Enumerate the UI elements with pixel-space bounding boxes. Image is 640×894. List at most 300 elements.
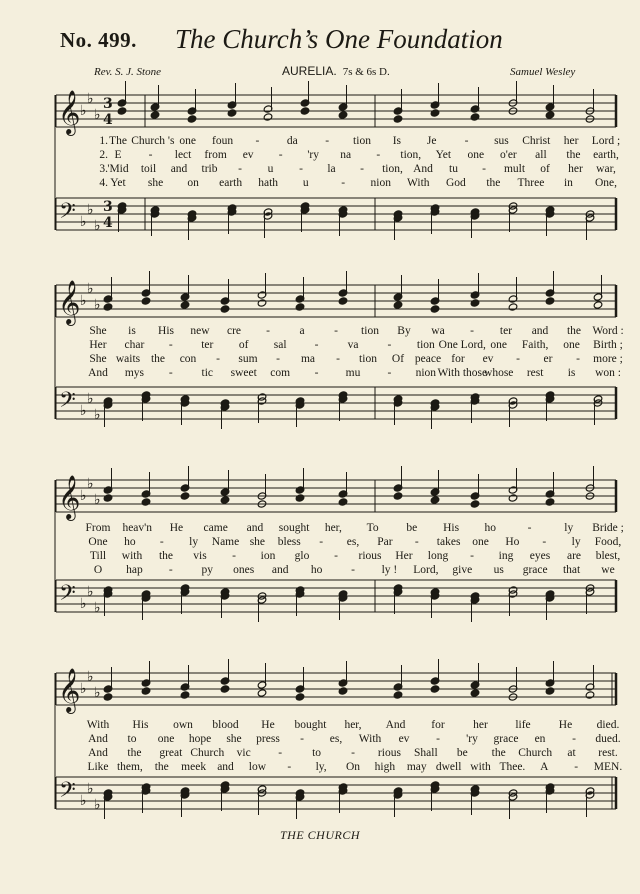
lyric-syllable: - xyxy=(319,536,324,548)
note-head xyxy=(430,109,440,117)
lyric-syllable: wa xyxy=(431,325,445,337)
note-head xyxy=(150,111,160,119)
note-head xyxy=(545,498,555,506)
note-head xyxy=(508,303,518,311)
lyric-syllable: MEN. xyxy=(593,761,623,773)
lyric-syllable: Of xyxy=(391,353,405,365)
note-head xyxy=(295,494,305,502)
note-head xyxy=(585,691,595,699)
note-head xyxy=(141,687,151,695)
lyric-syllable: heav'n xyxy=(122,522,152,534)
lyric-syllable: ly xyxy=(564,522,574,534)
lyric-syllable: blood xyxy=(212,719,239,731)
composer-credit: Samuel Wesley xyxy=(510,66,576,78)
note-head xyxy=(430,496,440,504)
lyric-syllable: One xyxy=(88,536,108,548)
lyric-syllable: - xyxy=(470,325,474,337)
flat-icon: ♭ xyxy=(94,107,101,123)
lyric-syllable: Church 's xyxy=(131,135,175,147)
bass-clef-icon: 𝄢 xyxy=(59,778,76,808)
lyric-syllable: her xyxy=(563,135,579,147)
lyric-syllable: - xyxy=(341,177,346,189)
lyric-syllable: com xyxy=(270,367,291,379)
lyric-syllable: them, xyxy=(116,761,143,773)
note-head xyxy=(180,301,190,309)
flat-icon: ♭ xyxy=(87,391,94,407)
flat-icon: ♭ xyxy=(87,476,94,492)
lyric-syllable: His xyxy=(132,719,149,731)
lyric-syllable: with xyxy=(470,761,491,773)
lyric-syllable: glo xyxy=(294,550,310,562)
lyric-syllable: - xyxy=(387,367,392,379)
lyric-syllable: Word : xyxy=(592,325,624,337)
lyric-syllable: u xyxy=(302,177,309,189)
lyric-syllable: - xyxy=(266,325,270,337)
lyric-syllable: A xyxy=(540,761,549,773)
flat-icon: ♭ xyxy=(94,492,101,508)
lyric-syllable: ly xyxy=(189,536,199,548)
lyric-syllable: - xyxy=(168,339,173,351)
flat-icon: ♭ xyxy=(94,218,101,234)
lyric-syllable: tion xyxy=(359,353,377,365)
lyric-syllable: va xyxy=(347,339,359,351)
flat-icon: ♭ xyxy=(94,797,101,813)
note-head xyxy=(393,691,403,699)
lyric-syllable: takes xyxy=(436,536,461,548)
lyric-syllable: own xyxy=(173,719,193,731)
lyric-syllable: God xyxy=(445,177,466,189)
lyric-syllable: Shall xyxy=(414,747,438,759)
lyric-syllable: meek xyxy=(181,761,207,773)
note-head xyxy=(141,297,151,305)
lyric-syllable: - xyxy=(216,353,220,365)
verse-number: 4. xyxy=(99,177,108,189)
lyric-syllable: tion xyxy=(416,339,435,351)
lyric-syllable: ly ! xyxy=(381,564,398,576)
lyric-syllable: - xyxy=(516,353,520,365)
lyric-syllable: char xyxy=(124,339,145,351)
lyric-syllable: tion xyxy=(361,325,379,337)
note-head xyxy=(227,109,237,117)
lyric-syllable: By xyxy=(397,325,411,337)
lyric-syllable: To xyxy=(366,522,379,534)
lyric-syllable: from xyxy=(204,149,227,161)
lyric-syllable: Lord ; xyxy=(591,135,621,147)
lyric-syllable: Lord, xyxy=(413,564,439,576)
note-head xyxy=(103,693,113,701)
note-head xyxy=(593,301,603,309)
note-head xyxy=(430,305,440,313)
lyric-syllable: ev xyxy=(242,149,254,161)
lyric-syllable: blest, xyxy=(595,550,621,562)
lyric-syllable: whose xyxy=(484,367,514,379)
lyric-syllable: to xyxy=(312,747,322,759)
lyric-syllable: ing xyxy=(498,550,514,562)
lyric-syllable: Yet xyxy=(110,177,126,189)
lyric-syllable: died. xyxy=(596,719,620,731)
lyric-syllable: con xyxy=(179,353,197,365)
lyric-syllable: u xyxy=(267,163,274,175)
lyric-syllable: the xyxy=(491,747,506,759)
time-sig-bottom: 4 xyxy=(103,112,113,128)
lyric-syllable: for xyxy=(451,353,465,365)
lyric-syllable: - xyxy=(314,367,319,379)
lyric-syllable: en xyxy=(534,733,546,745)
lyric-syllable: may xyxy=(406,761,427,773)
lyric-syllable: With those xyxy=(437,367,488,379)
flat-icon: ♭ xyxy=(80,403,87,419)
time-sig-top: 3 xyxy=(103,96,113,112)
lyric-syllable: eyes xyxy=(529,550,551,562)
tune-meter: 7s & 6s D. xyxy=(342,66,390,78)
flat-icon: ♭ xyxy=(87,91,94,107)
lyric-syllable: hope xyxy=(188,733,212,745)
lyric-syllable: Is xyxy=(392,135,401,147)
lyric-syllable: na xyxy=(340,149,352,161)
lyric-syllable: Thee. xyxy=(499,761,526,773)
tune-name: AURELIA. xyxy=(282,64,337,78)
flat-icon: ♭ xyxy=(80,596,87,612)
lyric-syllable: on xyxy=(187,177,199,189)
flat-icon: ♭ xyxy=(94,600,101,616)
author-credit: Rev. S. J. Stone xyxy=(94,66,161,78)
note-head xyxy=(338,498,348,506)
lyric-syllable: - xyxy=(232,550,236,562)
lyric-syllable: Yet xyxy=(435,149,452,161)
lyric-syllable: On xyxy=(345,761,361,773)
note-head xyxy=(545,687,555,695)
treble-clef-icon: 𝄞 xyxy=(58,475,81,519)
lyric-syllable: the xyxy=(566,325,582,337)
flat-icon: ♭ xyxy=(80,293,87,309)
lyric-syllable: bought xyxy=(294,719,327,731)
lyric-syllable: that xyxy=(562,564,581,576)
note-head xyxy=(470,500,480,508)
treble-clef-icon: 𝄞 xyxy=(58,90,81,134)
lyric-syllable: And xyxy=(88,367,108,379)
lyric-syllable: - xyxy=(168,564,173,576)
note-head xyxy=(430,685,440,693)
note-head xyxy=(393,115,403,123)
lyric-syllable: ev xyxy=(398,733,410,745)
lyric-syllable: - xyxy=(148,149,153,161)
lyric-syllable: la xyxy=(327,163,336,175)
flat-icon: ♭ xyxy=(80,681,87,697)
lyric-syllable: more ; xyxy=(593,353,623,365)
lyric-syllable: tu xyxy=(449,163,458,175)
lyric-syllable: of xyxy=(540,163,550,175)
lyric-syllable: at xyxy=(567,747,576,759)
lyric-syllable: press xyxy=(256,733,280,745)
lyric-syllable: lect xyxy=(174,149,192,161)
lyric-syllable: - xyxy=(300,733,304,745)
lyric-syllable: vis xyxy=(193,550,207,562)
lyric-syllable: Par xyxy=(377,536,393,548)
lyric-syllable: With xyxy=(407,177,430,189)
note-head xyxy=(257,299,267,307)
lyric-syllable: and xyxy=(531,325,549,337)
lyric-syllable: er xyxy=(543,353,553,365)
lyric-syllable: nion xyxy=(415,367,437,379)
lyric-syllable: rest. xyxy=(598,747,618,759)
lyric-syllable: She xyxy=(89,353,107,365)
lyric-syllable: - xyxy=(334,325,338,337)
lyric-syllable: The xyxy=(109,135,127,147)
lyric-syllable: ter xyxy=(201,339,214,351)
lyric-syllable: dwell xyxy=(435,761,462,773)
lyric-syllable: sal xyxy=(273,339,287,351)
lyric-syllable: one xyxy=(467,149,485,161)
lyric-syllable: - xyxy=(336,353,340,365)
lyric-syllable: and xyxy=(271,564,289,576)
lyric-syllable: tion, xyxy=(400,149,422,161)
lyric-syllable: tion xyxy=(353,135,371,147)
lyric-syllable: a xyxy=(299,325,305,337)
flat-icon: ♭ xyxy=(80,214,87,230)
lyric-syllable: in xyxy=(563,177,573,189)
lyric-syllable: o'er xyxy=(500,149,517,161)
lyric-syllable: hap xyxy=(126,564,143,576)
lyric-syllable: Church xyxy=(518,747,553,759)
lyric-syllable: Birth ; xyxy=(593,339,623,351)
lyric-syllable: cre xyxy=(226,325,242,337)
lyric-syllable: waits xyxy=(115,353,141,365)
lyric-syllable: all xyxy=(535,149,547,161)
note-head xyxy=(338,297,348,305)
lyric-syllable: - xyxy=(276,353,280,365)
lyric-syllable: the xyxy=(127,747,142,759)
lyric-syllable: ly, xyxy=(315,761,327,773)
lyric-syllable: 'ry xyxy=(307,149,320,161)
lyric-syllable: life xyxy=(515,719,531,731)
lyric-syllable: - xyxy=(464,135,469,147)
lyric-syllable: Three xyxy=(517,177,545,189)
lyric-syllable: - xyxy=(414,536,419,548)
lyric-syllable: new xyxy=(190,325,210,337)
flat-icon: ♭ xyxy=(94,297,101,313)
lyric-syllable: He xyxy=(169,522,184,534)
lyric-syllable: war, xyxy=(596,163,616,175)
verse-number: 1. xyxy=(99,135,108,147)
lyric-syllable: - xyxy=(168,367,173,379)
lyric-syllable: And xyxy=(88,733,108,745)
lyric-syllable: one xyxy=(157,733,175,745)
lyric-syllable: give xyxy=(452,564,473,576)
lyric-syllable: be xyxy=(456,747,468,759)
time-sig-bottom: 4 xyxy=(103,215,113,231)
lyric-syllable: earth, xyxy=(593,149,619,161)
lyric-syllable: da xyxy=(286,135,298,147)
lyric-syllable: rious xyxy=(377,747,401,759)
flat-icon: ♭ xyxy=(87,781,94,797)
lyric-syllable: - xyxy=(572,733,576,745)
flat-icon: ♭ xyxy=(94,407,101,423)
lyric-syllable: - xyxy=(278,149,283,161)
bass-clef-icon: 𝄢 xyxy=(59,388,76,418)
note-head xyxy=(508,494,518,502)
lyric-syllable: with xyxy=(121,550,143,562)
lyric-syllable: sus xyxy=(494,135,509,147)
lyric-syllable: long xyxy=(427,550,449,562)
note-head xyxy=(470,689,480,697)
lyric-syllable: - xyxy=(299,163,303,175)
lyric-syllable: O xyxy=(93,564,103,576)
note-head xyxy=(393,301,403,309)
note-head xyxy=(220,496,230,504)
lyric-syllable: her, xyxy=(344,719,362,731)
note-head xyxy=(180,691,190,699)
lyric-syllable: rest xyxy=(526,367,544,379)
lyric-syllable: ion xyxy=(260,550,276,562)
lyric-syllable: Bride ; xyxy=(592,522,624,534)
note-head xyxy=(295,693,305,701)
lyric-syllable: one xyxy=(179,135,197,147)
treble-clef-icon: 𝄞 xyxy=(58,668,81,712)
lyric-syllable: E xyxy=(114,149,122,161)
lyric-syllable: we xyxy=(601,564,615,576)
note-head xyxy=(545,111,555,119)
note-head xyxy=(470,113,480,121)
note-head xyxy=(257,689,267,697)
lyric-syllable: - xyxy=(576,353,580,365)
lyric-syllable: From xyxy=(85,522,111,534)
lyric-syllable: With xyxy=(86,719,110,731)
flat-icon: ♭ xyxy=(80,488,87,504)
lyric-syllable: one xyxy=(490,339,508,351)
lyric-syllable: Her xyxy=(395,550,413,562)
lyric-syllable: of xyxy=(238,339,249,351)
lyric-syllable: He xyxy=(558,719,573,731)
lyric-syllable: she xyxy=(226,733,242,745)
lyric-syllable: the xyxy=(486,177,501,189)
note-head xyxy=(338,687,348,695)
lyric-syllable: sum xyxy=(238,353,258,365)
note-head xyxy=(141,498,151,506)
lyric-syllable: Christ xyxy=(522,135,551,147)
lyric-syllable: and xyxy=(170,163,188,175)
bass-clef-icon: 𝄢 xyxy=(59,581,76,611)
flat-icon: ♭ xyxy=(80,793,87,809)
lyric-syllable: His xyxy=(443,522,460,534)
lyric-syllable: nion xyxy=(370,177,391,189)
note-head xyxy=(470,299,480,307)
lyric-syllable: - xyxy=(360,163,364,175)
lyric-syllable: tion, xyxy=(382,163,403,175)
lyric-syllable: the xyxy=(566,149,581,161)
lyric-syllable: ho xyxy=(484,522,497,534)
bass-clef-icon: 𝄢 xyxy=(59,199,76,229)
note-head xyxy=(180,492,190,500)
lyric-syllable: great xyxy=(159,747,183,759)
lyric-syllable: mult xyxy=(503,163,526,175)
verse-number: 3. xyxy=(99,163,108,175)
lyric-syllable: came xyxy=(203,522,228,534)
lyric-syllable: es, xyxy=(346,536,360,548)
lyric-syllable: 'Mid xyxy=(107,163,129,175)
lyric-syllable: He xyxy=(261,719,275,731)
lyric-syllable: - xyxy=(278,747,283,759)
lyric-syllable: tic xyxy=(201,367,214,379)
lyric-syllable: - xyxy=(159,536,164,548)
lyric-syllable: be xyxy=(406,522,418,534)
lyric-syllable: and xyxy=(246,522,264,534)
hymn-number: No. 499. xyxy=(60,28,137,52)
lyric-syllable: - xyxy=(482,163,486,175)
lyric-syllable: And xyxy=(88,747,108,759)
lyric-syllable: Her xyxy=(89,339,107,351)
lyric-syllable: - xyxy=(542,536,547,548)
footer-caption: THE CHURCH xyxy=(279,828,360,842)
lyric-syllable: - xyxy=(351,747,355,759)
note-head xyxy=(295,303,305,311)
lyric-syllable: mu xyxy=(345,367,361,379)
flat-icon: ♭ xyxy=(94,685,101,701)
lyric-syllable: Till xyxy=(89,550,107,562)
lyric-syllable: Like xyxy=(87,761,109,773)
lyric-syllable: - xyxy=(470,550,474,562)
lyric-syllable: her xyxy=(568,163,583,175)
verse-number: 2. xyxy=(99,149,108,161)
note-head xyxy=(338,111,348,119)
lyric-syllable: ly xyxy=(571,536,581,548)
lyric-syllable: - xyxy=(238,163,242,175)
lyric-syllable: - xyxy=(436,733,440,745)
lyric-syllable: is xyxy=(567,367,576,379)
lyric-syllable: And xyxy=(385,719,406,731)
lyric-syllable: ter xyxy=(499,325,513,337)
lyric-syllable: earth xyxy=(219,177,243,189)
lyric-syllable: - xyxy=(574,761,579,773)
lyric-syllable: One Lord, xyxy=(438,339,486,351)
lyric-syllable: - xyxy=(351,564,355,576)
lyric-syllable: - xyxy=(314,339,319,351)
lyric-syllable: - xyxy=(376,149,381,161)
lyric-syllable: py xyxy=(201,564,214,576)
lyric-syllable: the xyxy=(150,353,166,365)
lyric-syllable: Faith, xyxy=(521,339,549,351)
lyric-syllable: She xyxy=(89,325,107,337)
lyric-syllable: ma xyxy=(300,353,316,365)
lyric-syllable: mys xyxy=(124,367,145,379)
lyric-syllable: One, xyxy=(594,177,618,189)
note-head xyxy=(103,303,113,311)
lyric-syllable: Je xyxy=(426,135,437,147)
treble-clef-icon: 𝄞 xyxy=(58,280,81,324)
note-head xyxy=(117,107,127,115)
lyric-syllable: us xyxy=(493,564,504,576)
lyric-syllable: Food, xyxy=(594,536,622,548)
lyric-syllable: dued. xyxy=(595,733,621,745)
lyric-syllable: hath xyxy=(258,177,279,189)
lyric-syllable: high xyxy=(374,761,396,773)
lyric-syllable: rious xyxy=(358,550,382,562)
lyric-syllable: and xyxy=(217,761,234,773)
lyric-syllable: are xyxy=(566,550,582,562)
lyric-syllable: sweet xyxy=(230,367,257,379)
lyric-syllable: ho xyxy=(310,564,323,576)
lyric-syllable: es, xyxy=(329,733,343,745)
note-head xyxy=(220,685,230,693)
lyric-syllable: grace xyxy=(522,564,548,576)
note-head xyxy=(263,113,273,121)
flat-icon: ♭ xyxy=(87,281,94,297)
lyric-syllable: one xyxy=(563,339,580,351)
note-head xyxy=(103,494,113,502)
lyric-syllable: to xyxy=(127,733,137,745)
lyric-syllable: the xyxy=(158,550,174,562)
note-head xyxy=(187,115,197,123)
lyric-syllable: low xyxy=(248,761,266,773)
